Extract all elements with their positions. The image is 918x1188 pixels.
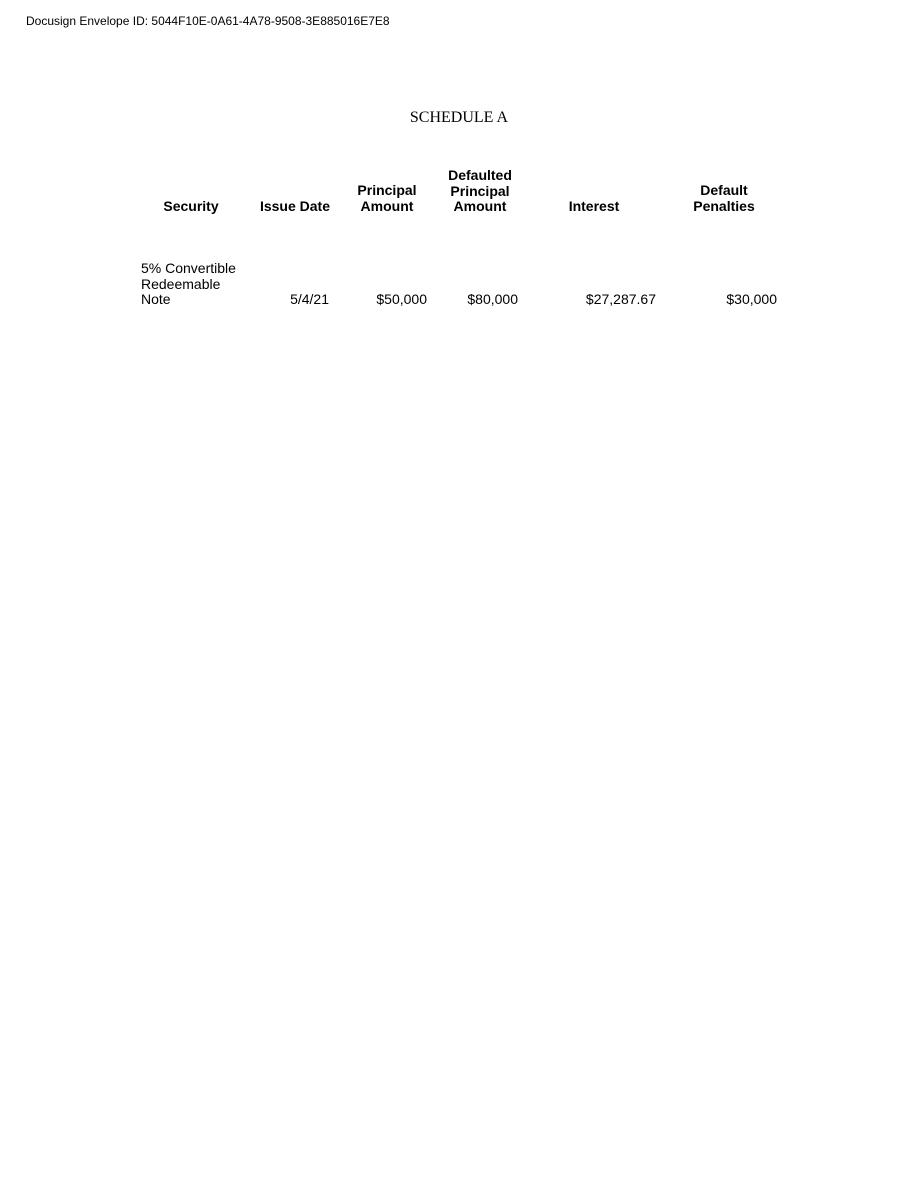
cell-issue-date: 5/4/21 [290, 291, 329, 307]
header-interest: Interest [568, 198, 620, 214]
header-issue-date: Issue Date [259, 198, 331, 214]
header-principal-amount: Principal Amount [357, 182, 417, 214]
page-title: SCHEDULE A [409, 109, 509, 126]
cell-default-penalties: $30,000 [726, 291, 777, 307]
header-defaulted-principal-amount: Defaulted Principal Amount [448, 167, 512, 214]
header-default-penalties: Default Penalties [693, 182, 755, 214]
header-security: Security [163, 198, 219, 214]
cell-security: 5% Convertible Redeemable Note [141, 260, 236, 307]
envelope-id: Docusign Envelope ID: 5044F10E-0A61-4A78-9508-3E885016E7E8 [26, 14, 390, 28]
cell-principal-amount: $50,000 [376, 291, 427, 307]
cell-interest: $27,287.67 [585, 291, 656, 307]
cell-defaulted-principal-amount: $80,000 [467, 291, 518, 307]
